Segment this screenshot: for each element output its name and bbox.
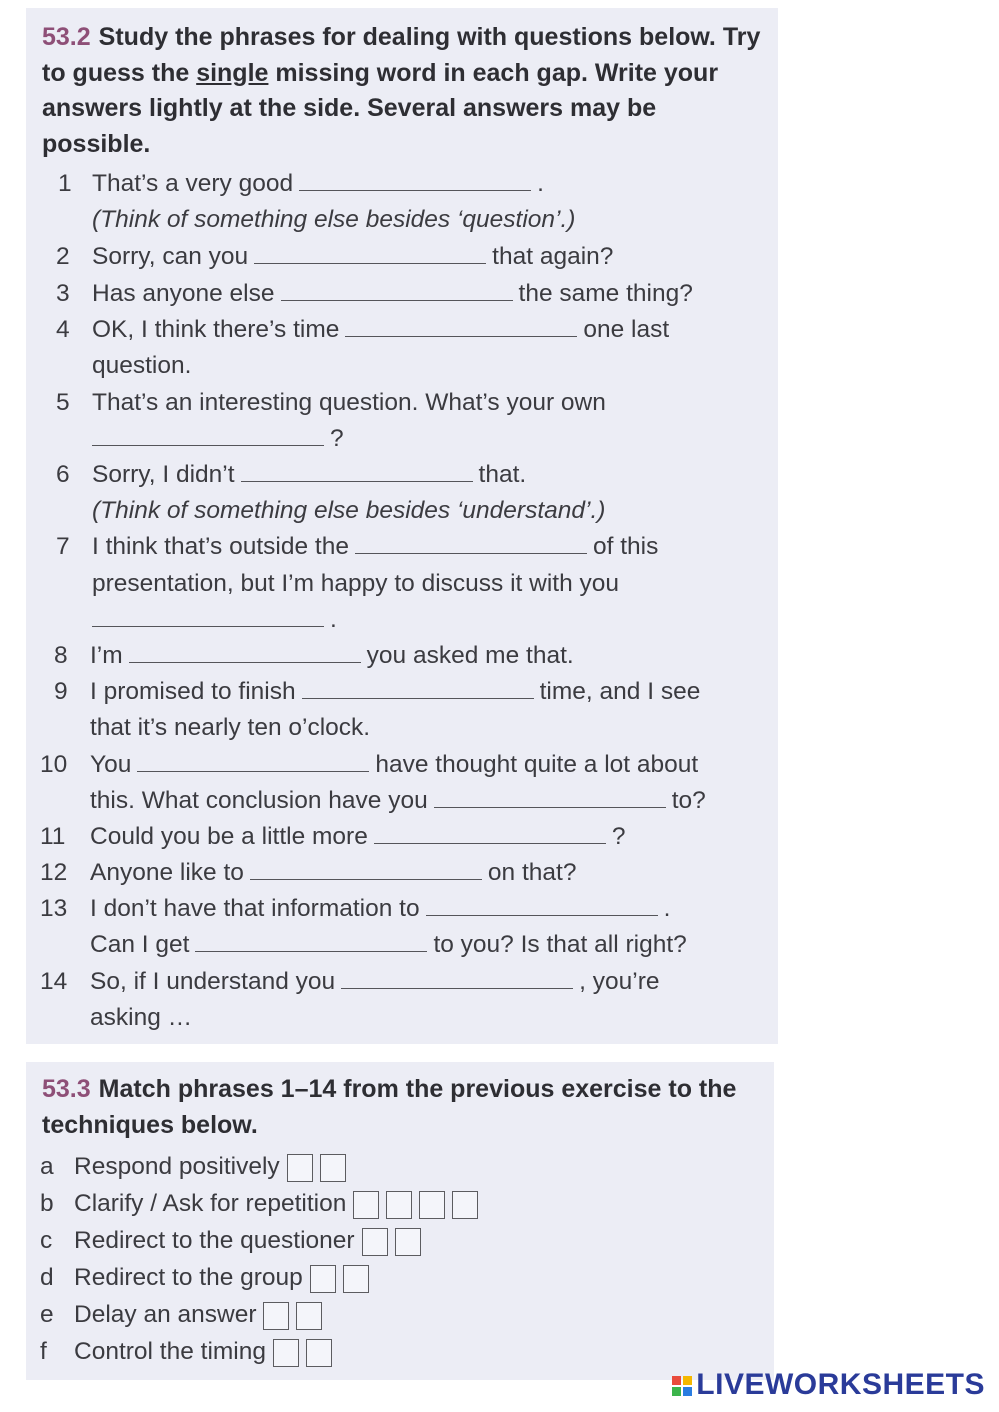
answer-gap-4[interactable] (345, 316, 577, 337)
item-number: 4 (56, 316, 70, 343)
technique-letter: b (40, 1190, 54, 1217)
technique-label: Control the timing (74, 1338, 267, 1365)
item-number: 13 (40, 895, 68, 922)
answer-gap-14[interactable] (341, 968, 573, 989)
item-9: I promised to finish time, and I see (90, 678, 701, 705)
technique-c (40, 1227, 421, 1256)
answer-gap-6[interactable] (241, 461, 473, 482)
item-number: 7 (56, 533, 70, 560)
technique-f (40, 1338, 332, 1367)
answer-box[interactable] (386, 1191, 412, 1219)
answer-gap-3[interactable] (281, 280, 513, 301)
answer-box[interactable] (343, 1265, 369, 1293)
item-4: OK, I think there’s time one last (92, 316, 670, 343)
exercise-53-2-panel: 53.2 Study the phrases for dealing with questions below. Try to guess the single missing word in each gap. Write your answers lightly at the side. Several answers may be possible. 1 That’s a very good . (Think of something else besides ‘question’.) 2 Sorry, can you that again? 3 Has anyone else the same thing? 4 OK, I think there’s time one last question. 5 That’s an interesting question. What’s your own ? 6 Sorry, I didn’t that. (Think of something else besides ‘understand’.) 7 I think that’s outside the of this presentation, but I’m happy to discuss it with you . 8 I’m you asked me that. 9 I promised to finish time, and I see that it’s nearly ten o’clock. 10 You have thought quite a lot about this. What conclusion have you to? 11 Could you be a little more ? 12 Anyone like to on that? 13 I don’t have that information to . Can I get to you? Is that all right? 14 So, if I understand you , you’re asking … (26, 8, 778, 1044)
answer-gap-10b[interactable] (434, 787, 666, 808)
technique-label: Delay an answer (74, 1301, 257, 1328)
answer-gap-7[interactable] (355, 533, 587, 554)
item-12: Anyone like to on that? (90, 859, 577, 886)
item-number: 14 (40, 968, 68, 995)
item-13: I don’t have that information to . (90, 895, 671, 922)
item-number: 8 (54, 642, 68, 669)
technique-letter: a (40, 1153, 54, 1180)
item-5: That’s an interesting question. What’s your own (92, 389, 606, 416)
technique-d (40, 1264, 369, 1293)
answer-box[interactable] (419, 1191, 445, 1219)
answer-box[interactable] (296, 1302, 322, 1330)
technique-letter: c (40, 1227, 53, 1254)
technique-label: Clarify / Ask for repetition (74, 1190, 347, 1217)
answer-gap-13b[interactable] (195, 931, 427, 952)
technique-letter: d (40, 1264, 54, 1291)
answer-box[interactable] (320, 1154, 346, 1182)
item-1-note: (Think of something else besides ‘question’.) (92, 206, 576, 233)
technique-a (40, 1153, 346, 1182)
answer-gap-10[interactable] (137, 751, 369, 772)
answer-gap-1[interactable] (299, 170, 531, 191)
technique-b (40, 1190, 478, 1219)
answer-box[interactable] (287, 1154, 313, 1182)
item-10: You have thought quite a lot about (90, 751, 699, 778)
item-8: I’m you asked me that. (90, 642, 574, 669)
item-2: Sorry, can you that again? (92, 243, 614, 270)
answer-box[interactable] (263, 1302, 289, 1330)
answer-box[interactable] (310, 1265, 336, 1293)
item-number: 10 (40, 751, 68, 778)
technique-label: Respond positively (74, 1153, 280, 1180)
item-3: Has anyone else the same thing? (92, 280, 693, 307)
item-6-note: (Think of something else besides ‘understand’.) (92, 497, 606, 524)
item-number: 5 (56, 389, 70, 416)
answer-box[interactable] (395, 1228, 421, 1256)
item-number: 11 (40, 823, 66, 850)
brand-name: LIVEWORKSHEETS (696, 1368, 985, 1401)
answer-box[interactable] (273, 1339, 299, 1367)
technique-label: Redirect to the group (74, 1264, 303, 1291)
answer-gap-5[interactable] (92, 425, 324, 446)
item-1: That’s a very good . (92, 170, 544, 197)
item-6: Sorry, I didn’t that. (92, 461, 527, 488)
answer-gap-7b[interactable] (92, 606, 324, 627)
liveworksheets-logo (672, 1368, 985, 1402)
item-number: 3 (56, 280, 70, 307)
answer-box[interactable] (362, 1228, 388, 1256)
answer-gap-12[interactable] (250, 859, 482, 880)
exercise-53-3-instructions: 53.3 Match phrases 1–14 from the previous exercise to the techniques below. (42, 1075, 737, 1139)
answer-box[interactable] (353, 1191, 379, 1219)
exercise-number: 53.2 (42, 23, 91, 51)
item-7: I think that’s outside the of this (92, 533, 659, 560)
technique-e (40, 1301, 322, 1330)
item-11: Could you be a little more ? (90, 823, 626, 850)
technique-letter: e (40, 1301, 54, 1328)
item-14: So, if I understand you , you’re (90, 968, 660, 995)
exercise-53-3-panel (26, 1062, 774, 1380)
exercise-number: 53.3 (42, 1075, 91, 1103)
exercise-53-2-instructions: 53.2 Study the phrases for dealing with questions below. Try to guess the single missing word in each gap. Write your answers lightly at the side. Several answers may be possible. (42, 23, 761, 158)
item-number: 6 (56, 461, 70, 488)
answer-gap-8[interactable] (129, 642, 361, 663)
item-number: 1 (58, 170, 72, 197)
item-number: 9 (54, 678, 68, 705)
answer-box[interactable] (452, 1191, 478, 1219)
logo-icon (672, 1376, 692, 1396)
answer-gap-13[interactable] (426, 895, 658, 916)
answer-box[interactable] (306, 1339, 332, 1367)
item-number: 2 (56, 243, 70, 270)
item-number: 12 (40, 859, 68, 886)
answer-gap-9[interactable] (302, 678, 534, 699)
technique-label: Redirect to the questioner (74, 1227, 355, 1254)
technique-letter: f (40, 1338, 47, 1365)
answer-gap-2[interactable] (254, 243, 486, 264)
answer-gap-11[interactable] (374, 823, 606, 844)
